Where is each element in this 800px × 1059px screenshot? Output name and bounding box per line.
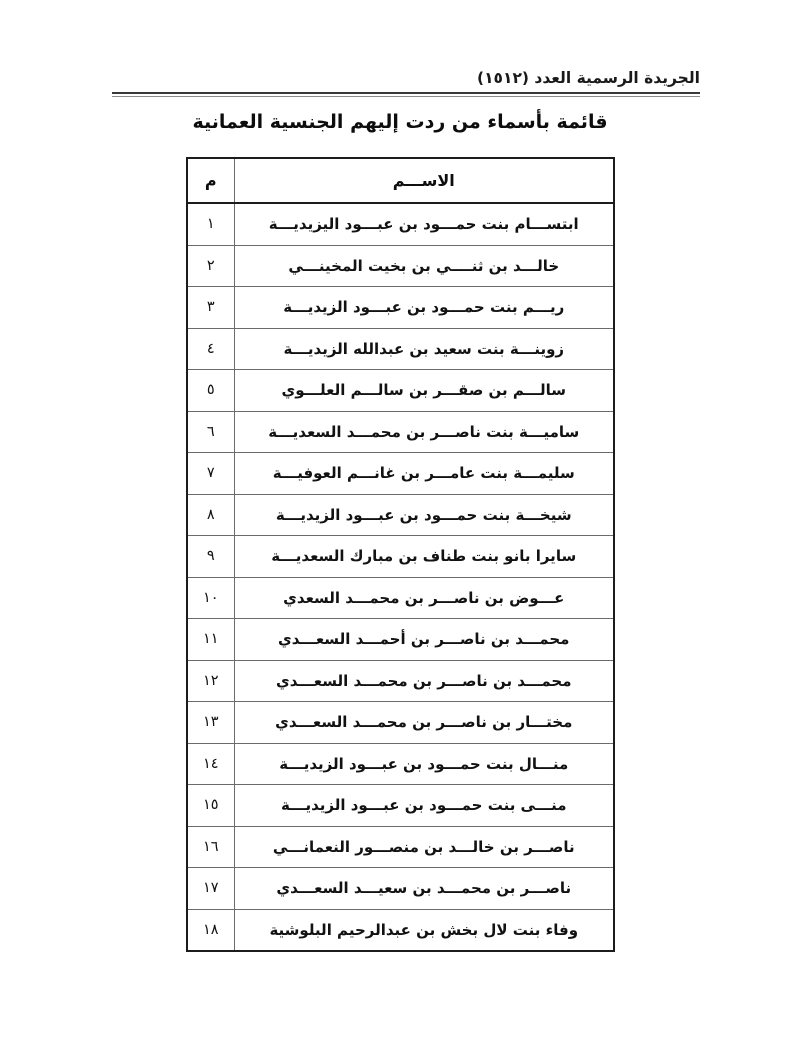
- table-row: [187, 702, 614, 744]
- cell-number: ٢: [187, 245, 234, 287]
- table-row: [187, 494, 614, 536]
- cell-number: ٦: [187, 411, 234, 453]
- cell-number: ١٢: [187, 660, 234, 702]
- cell-name: ابتســـام بنت حمـــود بن عبـــود اليزيديـــة: [234, 203, 614, 245]
- table-row: [187, 619, 614, 661]
- cell-name: ريـــم بنت حمـــود بن عبـــود الزيديـــة: [234, 287, 614, 329]
- table-row: [187, 453, 614, 495]
- cell-number: ١٣: [187, 702, 234, 744]
- cell-number: ١٦: [187, 826, 234, 868]
- cell-number: ١١: [187, 619, 234, 661]
- page-title: قائمة بأسماء من ردت إليهم الجنسية العمانية: [192, 111, 608, 133]
- cell-name: سالـــم بن صقـــر بن سالـــم العلـــوي: [234, 370, 614, 412]
- cell-number: ٨: [187, 494, 234, 536]
- table-row: [187, 826, 614, 868]
- cell-name: ساميـــة بنت ناصـــر بن محمـــد السعديـــة: [234, 411, 614, 453]
- cell-name: مختـــار بن ناصـــر بن محمـــد السعـــدي: [234, 702, 614, 744]
- names-table-container: [188, 157, 615, 952]
- cell-number: ١٥: [187, 785, 234, 827]
- table-row: [187, 577, 614, 619]
- table-row: [187, 370, 614, 412]
- table-row: [187, 287, 614, 329]
- cell-name: محمـــد بن ناصـــر بن محمـــد السعـــدي: [234, 660, 614, 702]
- column-header-number: م: [187, 158, 234, 203]
- cell-name: شيخـــة بنت حمـــود بن عبـــود الزيديـــة: [234, 494, 614, 536]
- table-row: [187, 411, 614, 453]
- cell-number: ١: [187, 203, 234, 245]
- table-row: [187, 660, 614, 702]
- column-header-name: الاســـم: [234, 158, 614, 203]
- running-head: [112, 68, 700, 88]
- table-row: [187, 868, 614, 910]
- cell-name: منـــى بنت حمـــود بن عبـــود الزيديـــة: [234, 785, 614, 827]
- table-row: [187, 785, 614, 827]
- cell-number: ١٨: [187, 909, 234, 951]
- table-body: [187, 203, 614, 951]
- table-row: [187, 909, 614, 951]
- cell-number: ٥: [187, 370, 234, 412]
- header-rule: [112, 92, 700, 94]
- running-head-text: الجريدة الرسمية العدد (١٥١٢): [476, 69, 700, 87]
- cell-number: ١٧: [187, 868, 234, 910]
- cell-number: ١٤: [187, 743, 234, 785]
- table-row: [187, 203, 614, 245]
- table-row: [187, 536, 614, 578]
- cell-name: عـــوض بن ناصـــر بن محمـــد السعدي: [234, 577, 614, 619]
- cell-number: ٤: [187, 328, 234, 370]
- cell-name: ناصـــر بن محمـــد بن سعيـــد السعـــدي: [234, 868, 614, 910]
- cell-name: ناصـــر بن خالـــد بن منصـــور النعمانـــي: [234, 826, 614, 868]
- cell-name: محمـــد بن ناصـــر بن أحمـــد السعـــدي: [234, 619, 614, 661]
- cell-name: سليمـــة بنت عامـــر بن غانـــم العوفيـــة: [234, 453, 614, 495]
- cell-name: وفاء بنت لال بخش بن عبدالرحيم البلوشية: [234, 909, 614, 951]
- header-rule-secondary: [112, 96, 700, 97]
- table-header-row: [187, 158, 614, 203]
- names-table: [186, 157, 615, 952]
- cell-name: سايرا بانو بنت طناف بن مبارك السعديـــة: [234, 536, 614, 578]
- cell-name: زوينـــة بنت سعيد بن عبدالله الزيديـــة: [234, 328, 614, 370]
- table-row: [187, 328, 614, 370]
- cell-name: منـــال بنت حمـــود بن عبـــود الزيديـــة: [234, 743, 614, 785]
- table-row: [187, 245, 614, 287]
- cell-name: خالـــد بن ثنــــي بن بخيت المخينـــي: [234, 245, 614, 287]
- table-row: [187, 743, 614, 785]
- cell-number: ١٠: [187, 577, 234, 619]
- cell-number: ٣: [187, 287, 234, 329]
- cell-number: ٧: [187, 453, 234, 495]
- cell-number: ٩: [187, 536, 234, 578]
